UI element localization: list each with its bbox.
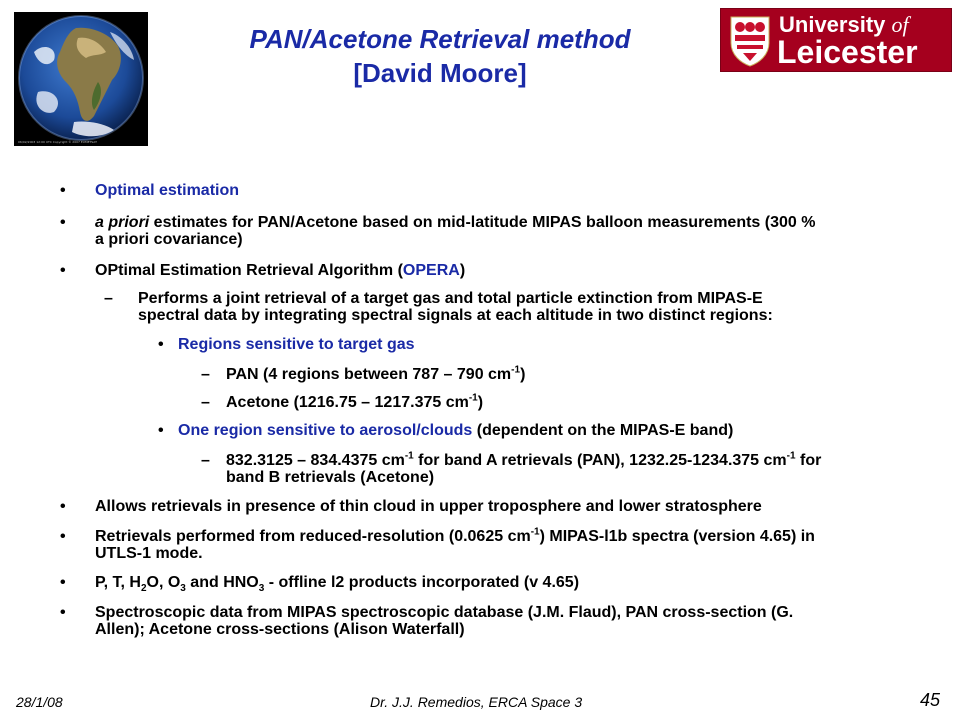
- sub-item-text-line-1: Performs a joint retrieval of a target gas and total particle extinction from MIPAS-E: [138, 290, 763, 307]
- subscript: 2: [140, 583, 147, 595]
- bullet-marker: •: [60, 604, 66, 621]
- bullet-text: [178, 422, 733, 439]
- aerosol-region-blue: One region sensitive to aerosol/clouds: [178, 422, 473, 439]
- acetone-range-end: ): [477, 394, 484, 411]
- bullet-marker: •: [158, 336, 164, 353]
- band-b-range: for band A retrievals (PAN), 1232.25-1234.375 cm: [413, 452, 787, 469]
- pth-text: P, T, H: [95, 574, 141, 591]
- dash-marker: –: [201, 366, 210, 383]
- opera-prefix: OPtimal Estimation Retrieval Algorithm (: [95, 262, 403, 279]
- bullet-text: [95, 214, 945, 231]
- bullet-text-line-2: UTLS-1 mode.: [95, 545, 203, 562]
- offline-text: - offline l2 products incorporated (v 4.65): [264, 574, 580, 591]
- o-o-text: O, O: [146, 574, 181, 591]
- bullet-text: Regions sensitive to target gas: [178, 336, 415, 353]
- bullet-marker: •: [60, 182, 66, 199]
- bullet-text-line-1: [95, 528, 815, 545]
- superscript: -1: [786, 450, 796, 462]
- footer-date: 28/1/08: [16, 694, 63, 710]
- page-number: 45: [920, 690, 941, 710]
- resolution-post: ) MIPAS-l1b spectra (version 4.65) in: [539, 528, 815, 545]
- superscript: -1: [530, 526, 540, 538]
- subscript: 3: [180, 583, 186, 595]
- bullet-marker: •: [60, 498, 66, 515]
- bullet-marker: •: [158, 422, 164, 439]
- title-line-2: [David Moore]: [353, 58, 527, 88]
- bullet-text-line-1: Spectroscopic data from MIPAS spectroscopic database (J.M. Flaud), PAN cross-section (G.: [95, 604, 794, 621]
- acetone-range-text: Acetone (1216.75 – 1217.375 cm: [226, 394, 469, 411]
- slide-title: [190, 22, 690, 90]
- footer-author: Dr. J.J. Remedios, ERCA Space 3: [370, 694, 583, 710]
- bullet-marker: •: [60, 528, 66, 545]
- bullet-text-line-2: Allen); Acetone cross-sections (Alison Waterfall): [95, 621, 465, 638]
- resolution-pre: Retrievals performed from reduced-resolution (0.0625 cm: [95, 528, 531, 545]
- sub-item-text-line-2: band B retrievals (Acetone): [226, 469, 435, 486]
- shield-icon: [729, 15, 771, 67]
- opera-suffix: ): [459, 262, 466, 279]
- a-priori-italic: a priori: [95, 214, 150, 231]
- bullet-text-line-1: estimates for PAN/Acetone based on mid-latitude MIPAS balloon measurements (300 %: [149, 214, 816, 231]
- bullet-text: Allows retrievals in presence of thin cloud in upper troposphere and lower stratosphere: [95, 498, 762, 515]
- earth-globe-image: [14, 12, 148, 146]
- sub-item-text: [226, 394, 483, 411]
- dash-marker: –: [104, 290, 113, 307]
- globe-icon: [14, 12, 148, 146]
- earth-image-caption: 06/02/2003 12:00 UTC Copyright © 2007 EUMETSAT: [18, 140, 97, 144]
- bullet-text: [95, 262, 465, 279]
- opera-acronym: OPERA: [402, 262, 460, 279]
- subscript: 3: [258, 583, 265, 595]
- hno-text: and HNO: [185, 574, 259, 591]
- dash-marker: –: [201, 394, 210, 411]
- sub-item-text: [226, 366, 525, 383]
- bullet-text: [95, 574, 580, 595]
- sub-item-text-line-1: [226, 452, 821, 469]
- title-line-1: PAN/Acetone Retrieval method: [249, 24, 631, 54]
- sub-item-text-line-2: spectral data by integrating spectral signals at each altitude in two distinct regions:: [138, 307, 773, 324]
- bullet-text-line-2: a priori covariance): [95, 231, 243, 248]
- superscript: -1: [468, 392, 478, 404]
- logo-word-university: University: [779, 12, 886, 37]
- aerosol-region-rest: (dependent on the MIPAS-E band): [472, 422, 734, 439]
- pan-range-end: ): [520, 366, 526, 383]
- bullet-marker: •: [60, 262, 66, 279]
- dash-marker: –: [201, 452, 210, 469]
- pan-range-text: PAN (4 regions between 787 – 790 cm: [226, 366, 512, 383]
- band-range-end: for: [795, 452, 822, 469]
- university-logo: [720, 8, 952, 72]
- bullet-marker: •: [60, 574, 66, 591]
- bullet-marker: •: [60, 214, 66, 231]
- band-a-range: 832.3125 – 834.4375 cm: [226, 452, 405, 469]
- superscript: -1: [511, 364, 521, 376]
- superscript: -1: [404, 450, 414, 462]
- bullet-text: Optimal estimation: [95, 182, 240, 199]
- logo-word-of: of: [891, 12, 909, 37]
- logo-word-leicester: Leicester: [777, 34, 918, 70]
